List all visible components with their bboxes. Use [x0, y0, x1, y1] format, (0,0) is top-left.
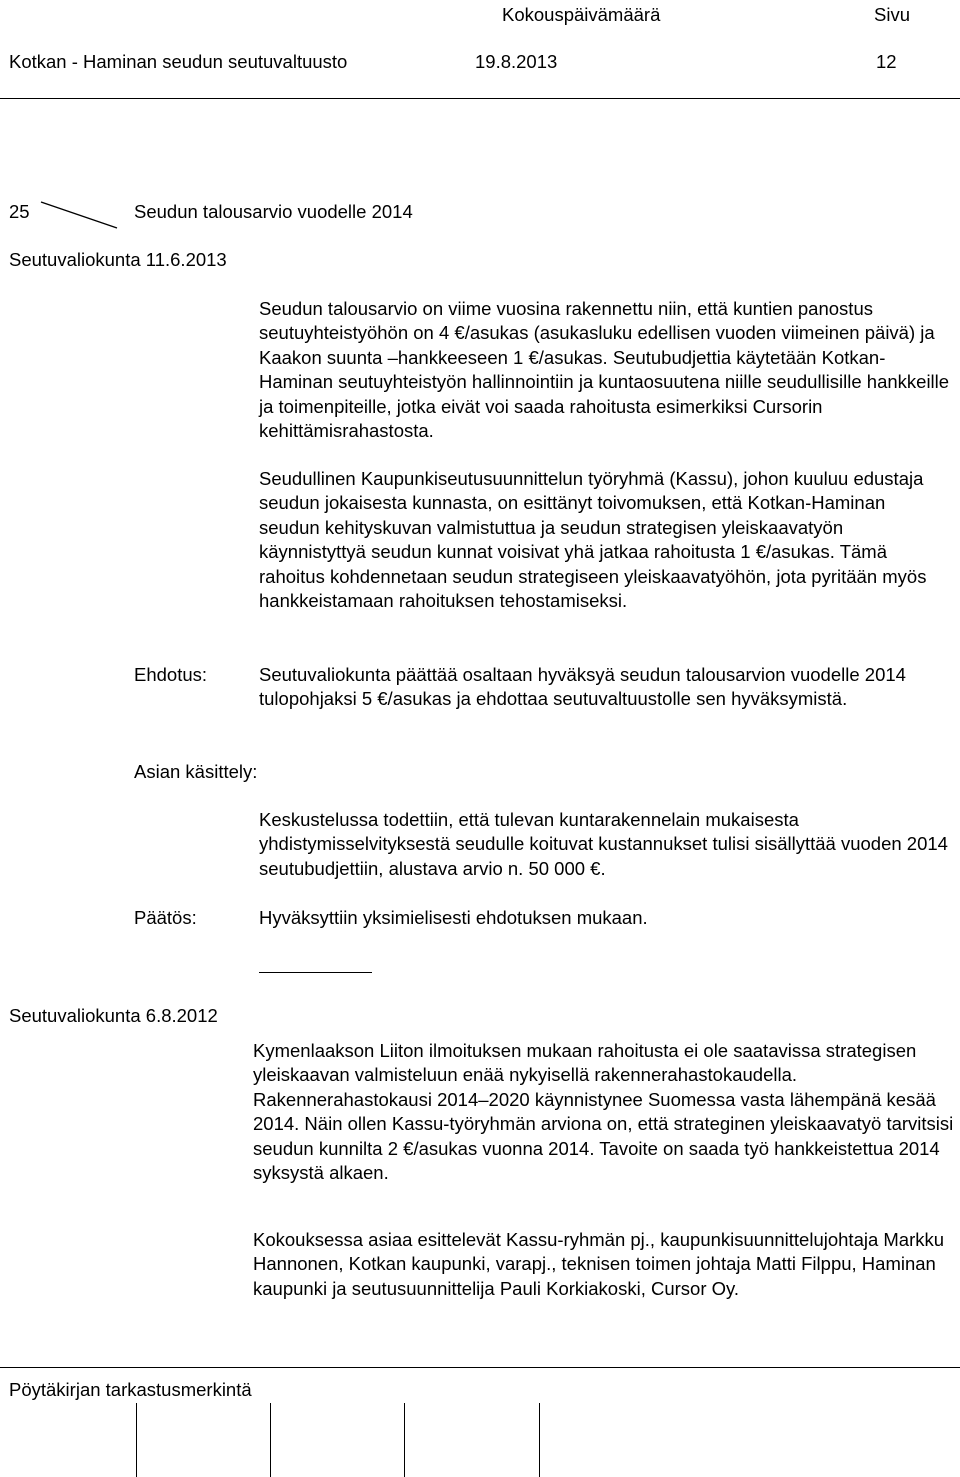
proposal-label: Ehdotus:	[134, 664, 208, 685]
paragraph-text: Kymenlaakson Liiton ilmoituksen mukaan rahoitusta ei ole saatavissa strategisen yleiskaavan valmisteluun enää nykyisellä rakennerahastokaudella. Rakennerahastokausi 2014–2020 käynnistynee Suomessa vasta lähempänä kesää 2014. Näin ollen Kassu-työryhmän arviona on, että strateginen yleiskaavatyö tarvitsisi seudun kunnilta 2 €/asukas vuonna 2014. Tavoite on saada työ hankkeistettua 2014 syksystä alkaen.	[253, 1040, 954, 1184]
body-paragraph	[259, 467, 951, 613]
date-column-label: Kokouspäivämäärä	[502, 4, 661, 25]
item-title: Seudun talousarvio vuodelle 2014	[134, 201, 413, 222]
body-paragraph	[259, 297, 951, 443]
meeting-date: 19.8.2013	[475, 51, 558, 72]
organization-name: Kotkan - Haminan seudun seutuvaltuusto	[9, 51, 348, 72]
decision-text: Hyväksyttiin yksimielisesti ehdotuksen mukaan.	[259, 907, 648, 928]
proposal-text	[259, 663, 951, 712]
paragraph-text: Kokouksessa asiaa esittelevät Kassu-ryhmän pj., kaupunkisuunnittelujohtaja Markku Hannonen, Kotkan kaupunki, varapj., teknisen toimen johtaja Matti Filppu, Haminan kaupunki ja seutusuunnittelija Pauli Korkiakoski, Cursor Oy.	[253, 1229, 945, 1299]
paragraph-text: Keskustelussa todettiin, että tulevan kuntarakennelain mukaisesta yhdistymisselvityksestä seudulle koituvat kustannukset tulisi sisällyttää vuoden 2014 seutubudjettiin, alustava arvio n. 50 000 €.	[259, 809, 948, 879]
page-number: 12	[876, 51, 897, 72]
body-paragraph	[253, 1039, 958, 1185]
page-column-label: Sivu	[874, 4, 910, 25]
signature-divider	[539, 1403, 540, 1477]
section-end-rule	[259, 972, 372, 973]
meeting-heading: Seutuvaliokunta 11.6.2013	[9, 249, 227, 270]
paragraph-text: Seutuvaliokunta päättää osaltaan hyväksyä seudun talousarvion vuodelle 2014 tulopohjaksi 5 €/asukas ja ehdottaa seutuvaltuustolle sen hyväksymistä.	[259, 664, 906, 710]
decision-label: Päätös:	[134, 907, 197, 928]
signature-divider	[270, 1403, 271, 1477]
handling-text	[259, 808, 951, 881]
item-number: 25	[9, 201, 30, 222]
signature-divider	[136, 1403, 137, 1477]
footer-label: Pöytäkirjan tarkastusmerkintä	[9, 1379, 252, 1400]
body-paragraph	[253, 1228, 953, 1301]
section-mark-icon	[37, 196, 121, 230]
meeting-heading: Seutuvaliokunta 6.8.2012	[9, 1005, 218, 1026]
paragraph-text: Seudullinen Kaupunkiseutusuunnittelun työryhmä (Kassu), johon kuuluu edustaja seudun jokaisesta kunnasta, on esittänyt toivomuksen, että Kotkan-Haminan seudun kehityskuvan valmistuttua ja seudun strategisen yleiskaavatyön käynnistyttyä seudun kunnat voisivat yhä jatkaa rahoitusta 1 €/asukas. Tämä rahoitus kohdennetaan seudun strategiseen yleiskaavatyöhön, jota pyritään myös hankkeistamaan rahoituksen tehostamiseksi.	[259, 468, 927, 612]
paragraph-text: Seudun talousarvio on viime vuosina rakennettu niin, että kuntien panostus seutuyhteistyöhön on 4 €/asukas (asukasluku edellisen vuoden viimeinen päivä) ja Kaakon suunta –hankkeeseen 1 €/asukas. Seutubudjettia käytetään Kotkan-Haminan seutuyhteistyön hallinnointiin ja kuntaosuutena niille seudullisille hankkeille ja toimenpiteille, jotka eivät voi saada rahoitusta esimerkiksi Cursorin kehittämisrahastosta.	[259, 298, 950, 442]
handling-label: Asian käsittely:	[134, 761, 258, 782]
header-divider	[0, 98, 960, 99]
signature-divider	[404, 1403, 405, 1477]
footer-top-rule	[0, 1367, 960, 1368]
